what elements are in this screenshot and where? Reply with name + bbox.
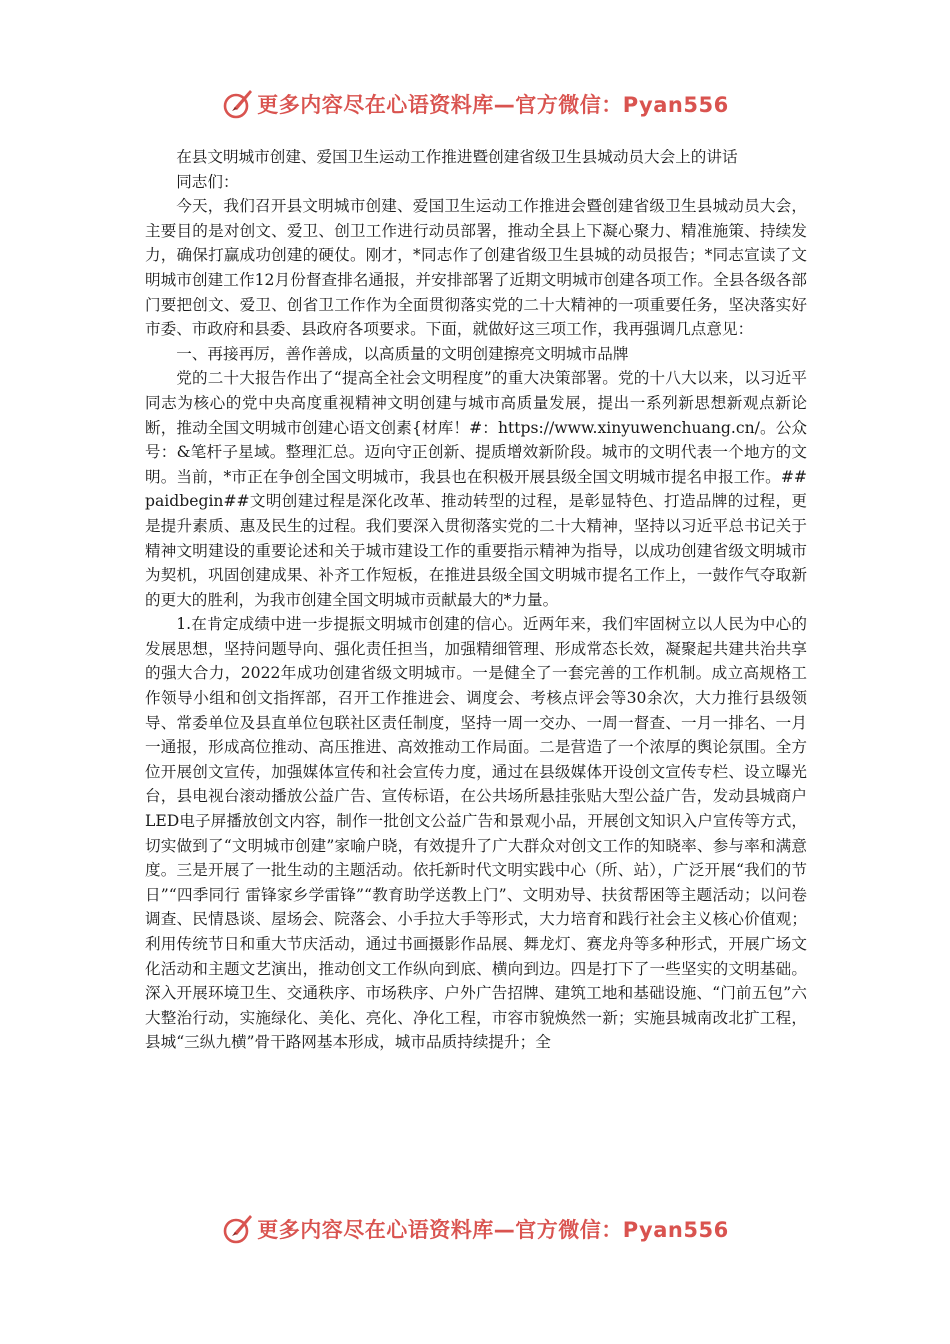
quill-circle-icon: [221, 87, 255, 121]
paragraph: 今天，我们召开县文明城市创建、爱国卫生运动工作推进会暨创建省级卫生县城动员大会，主要目的是对创文、爱卫、创卫工作进行动员部署，推动全县上下凝心聚力、精准施策、持续发力，确保打赢成功创建的硬仗。刚才，*同志作了创建省级卫生县城的动员报告；*同志宣读了文明城市创建工作12月份督查排名通报，并安排部署了近期文明城市创建各项工作。全县各级各部门要把创文、爱卫、创省卫工作作为全面贯彻落实党的二十大精神的一项重要任务，坚决落实好市委、市政府和县委、县政府各项要求。下面，就做好这三项工作，我再强调几点意见：: [145, 197, 807, 339]
section-heading: 一、再接再厉，善作善成，以高质量的文明创建擦亮文明城市品牌: [176, 344, 629, 363]
watermark-text: 更多内容尽在心语资料库—官方微信：Pyan556: [257, 93, 729, 117]
paragraph: 1.在肯定成绩中进一步提振文明城市创建的信心。近两年来，我们牢固树立以人民为中心的发展思想，坚持问题导向、强化责任担当，加强精细管理、形成常态长效，凝聚起共建共治共享的强大合力，2022年成功创建省级文明城市。一是健全了一套完善的工作机制。成立高规格工作领导小组和创文指挥部，召开工作推进会、调度会、考核点评会等30余次，大力推行县级领导、常委单位及县直单位包联社区责任制度，坚持一周一交办、一周一督查、一月一排名、一月一通报，形成高位推动、高压推进、高效推动工作局面。二是营造了一个浓厚的舆论氛围。全方位开展创文宣传，加强媒体宣传和社会宣传力度，通过在县级媒体开设创文宣传专栏、设立曝光台，县电视台滚动播放公益广告、宣传标语，在公共场所悬挂张贴大型公益广告，发动县城商户LED电子屏播放创文内容，制作一批创文公益广告和景观小品，开展创文知识入户宣传等方式，切实做到了“文明城市创建”家喻户晓，有效提升了广大群众对创文工作的知晓率、参与率和满意度。三是开展了一批生动的主题活动。依托新时代文明实践中心（所、站），广泛开展“我们的节日”“四季同行 雷锋家乡学雷锋”“教育助学送教上门”、文明劝导、扶贫帮困等主题活动；以问卷调查、民情恳谈、屋场会、院落会、小手拉大手等形式，大力培育和践行社会主义核心价值观；利用传统节日和重大节庆活动，通过书画摄影作品展、舞龙灯、赛龙舟等多种形式，开展广场文化活动和主题文艺演出，推动创文工作纵向到底、横向到边。四是打下了一些坚实的文明基础。深入开展环境卫生、交通秩序、市场秩序、户外广告招牌、建筑工地和基础设施、“门前五包”六大整治行动，实施绿化、美化、亮化、净化工程，市容市貌焕然一新；实施县城南改北扩工程，县城“三纵九横”骨干路网基本形成，城市品质持续提升；全: [145, 615, 807, 1052]
document-title: 在县文明城市创建、爱国卫生运动工作推进暨创建省级卫生县城动员大会上的讲话: [176, 148, 738, 166]
footer-watermark-banner: [0, 1207, 950, 1251]
document-body: [145, 145, 807, 1055]
watermark-text: 更多内容尽在心语资料库—官方微信：Pyan556: [257, 1218, 729, 1242]
header-watermark-banner: [0, 82, 950, 126]
paragraph: 党的二十大报告作出了“提高全社会文明程度”的重大决策部署。党的十八大以来，以习近平同志为核心的党中央高度重视精神文明创建与城市高质量发展，提出一系列新思想新观点新论断，推动全国文明城市创建心语文创素{材库！#：https://www.xinyuwenchuang.cn/。公众号：&笔杆子星域。整理汇总。迈向守正创新、提质增效新阶段。城市的文明代表一个地方的文明。当前，*市正在争创全国文明城市，我县也在积极开展县级全国文明城市提名申报工作。##paidbegin##文明创建过程是深化改革、推动转型的过程，是彰显特色、打造品牌的过程，更是提升素质、惠及民生的过程。我们要深入贯彻落实党的二十大精神，坚持以习近平总书记关于精神文明建设的重要论述和关于城市建设工作的重要指示精神为指导，以成功创建省级文明城市为契机，巩固创建成果、补齐工作短板，在推进县级全国文明城市提名工作上，一鼓作气夺取新的更大的胜利，为我市创建全国文明城市贡献最大的*力量。: [145, 369, 807, 609]
quill-circle-icon: [221, 1212, 255, 1246]
salutation: 同志们：: [176, 172, 239, 191]
